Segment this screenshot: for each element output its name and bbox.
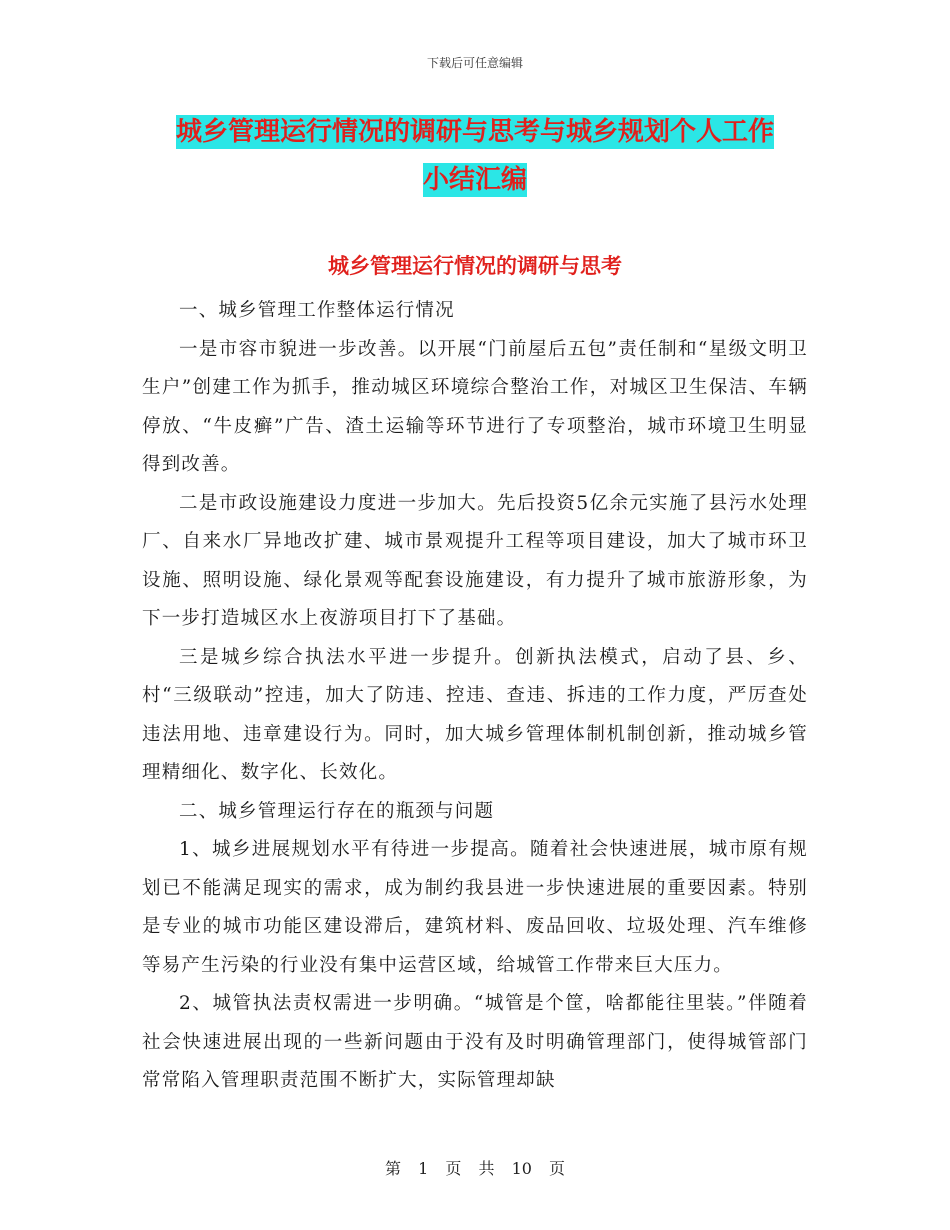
document-title-line-1: 城乡管理运行情况的调研与思考与城乡规划个人工作 [175, 117, 774, 147]
heading-paragraph: 一、城乡管理工作整体运行情况 [179, 300, 455, 321]
page-footer [0, 1156, 950, 1179]
paragraph: 1、城乡进展规划水平有待进一步提高。随着社会快速进展，城市原有规划已不能满足现实的需求，成为制约我县进一步快速进展的重要因素。特别是专业的城市功能区建设滞后，建筑材料、废品回收、垃圾处理、汽车维修等易产生污染的行业没有集中运营区域，给城管工作带来巨大压力。 [142, 839, 808, 976]
heading-paragraph: 二、城乡管理运行存在的瓶颈与问题 [179, 800, 495, 822]
document-title-line-2: 小结汇编 [422, 165, 527, 195]
footer-suffix: 页 [549, 1159, 566, 1178]
paragraph: 二是市政设施建设力度进一步加大。先后投资5亿余元实施了县污水处理厂、自来水厂异地改扩建、城市景观提升工程等项目建设，加大了城市环卫设施、照明设施、绿化景观等配套设施建设，有力提升了城市旅游形象，为下一步打造城区水上夜游项目打下了基础。 [142, 492, 808, 629]
paragraph: 2、城管执法责权需进一步明确。“城管是个筐，啥都能往里装。”伴随着社会快速进展出现的一些新问题由于没有及时明确管理部门，使得城管部门常常陷入管理职责范围不断扩大，实际管理却缺 [142, 993, 808, 1091]
footer-middle-1: 页 [445, 1159, 462, 1178]
document-title [140, 108, 810, 204]
footer-prefix: 第 [384, 1159, 401, 1178]
footer-middle-2: 共 [478, 1159, 495, 1178]
page-number: 1 [418, 1159, 429, 1178]
header-note: 下载后可任意编辑 [426, 56, 523, 70]
section-title: 城乡管理运行情况的调研与思考 [328, 254, 622, 278]
paragraph: 一是市容市貌进一步改善。以开展“门前屋后五包”责任制和“星级文明卫生户”创建工作为抓手，推动城区环境综合整治工作，对城区卫生保洁、车辆停放、“牛皮癣”广告、渣土运输等环节进行了专项整治，城市环境卫生明显得到改善。 [142, 338, 808, 475]
total-pages: 10 [511, 1159, 532, 1178]
paragraph: 三是城乡综合执法水平进一步提升。创新执法模式，启动了县、乡、村“三级联动”控违，加大了防违、控违、查违、拆违的工作力度，严厉查处违法用地、违章建设行为。同时，加大城乡管理体制机制创新，推动城乡管理精细化、数字化、长效化。 [142, 646, 808, 783]
body-text [142, 292, 808, 1101]
